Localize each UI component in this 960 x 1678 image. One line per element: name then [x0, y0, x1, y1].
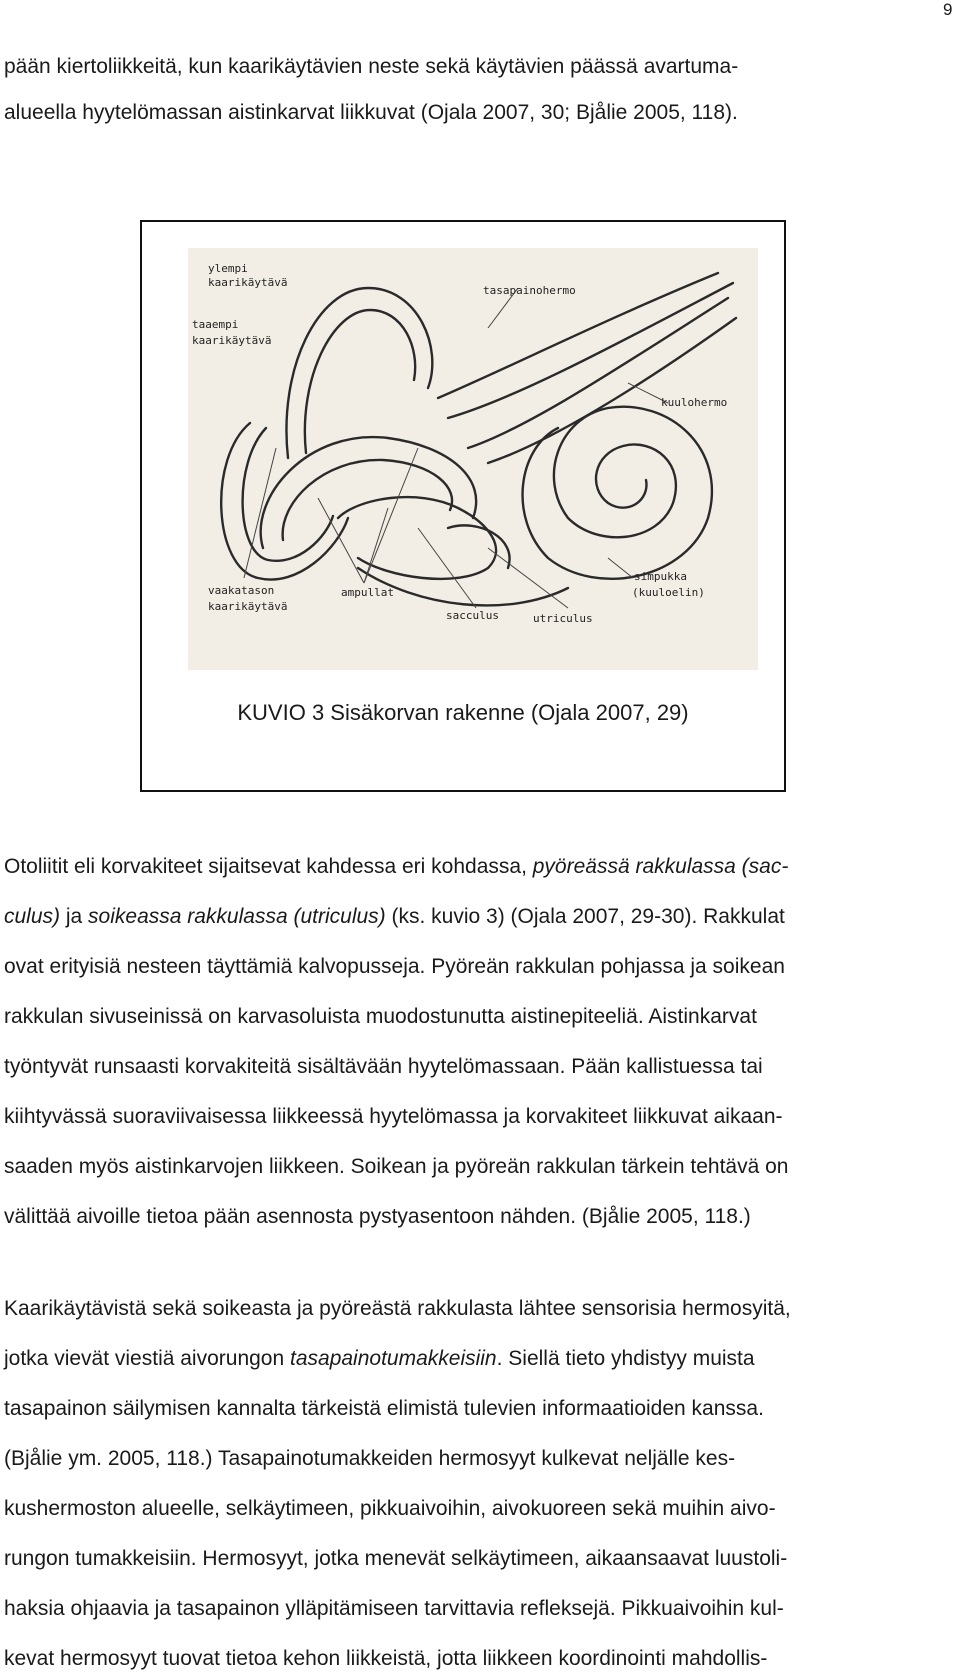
page-number: 9: [943, 0, 953, 19]
text-line: työntyvät runsaasti korvakiteitä sisältävään hyytelömassaan. Pään kallistuessa tai: [4, 1055, 763, 1078]
text-line: ovat erityisiä nesteen täyttämiä kalvopusseja. Pyöreän rakkulan pohjassa ja soikean: [4, 955, 785, 978]
label-posterior-canal-1: taaempi: [192, 318, 239, 331]
inner-ear-diagram: [188, 248, 758, 670]
text-line: tasapainon säilymisen kannalta tärkeistä elimistä tulevien informaatioiden kanssa.: [4, 1397, 764, 1420]
text-span: ja: [60, 905, 89, 928]
text-line: välittää aivoille tietoa pään asennosta pystyasentoon nähden. (Bjålie 2005, 118.): [4, 1205, 751, 1228]
italic-term: soikeassa rakkulassa (utriculus): [88, 905, 386, 928]
text-span: (ks. kuvio 3) (Ojala 2007, 29-30). Rakkulat: [385, 905, 785, 928]
label-lateral-canal-1: vaakatason: [208, 584, 275, 597]
label-superior-canal-1: ylempi: [208, 262, 248, 275]
label-cochlear-nerve: kuulohermo: [661, 396, 728, 409]
text-line: pään kiertoliikkeitä, kun kaarikäytävien neste sekä käytävien päässä avartuma-: [4, 55, 739, 78]
label-lateral-canal-2: kaarikäytävä: [208, 600, 288, 613]
text-span: jotka vievät viestiä aivorungon: [4, 1347, 290, 1370]
label-utricle: utriculus: [533, 612, 593, 625]
text-line: kushermoston alueelle, selkäytimeen, pikkuaivoihin, aivokuoreen sekä muihin aivo-: [4, 1497, 776, 1520]
text-line: haksia ohjaavia ja tasapainon ylläpitämiseen tarvittavia refleksejä. Pikkuaivoihin kul-: [4, 1597, 784, 1620]
figure-caption: KUVIO 3 Sisäkorvan rakenne (Ojala 2007, 29): [237, 700, 689, 725]
label-saccule: sacculus: [446, 609, 499, 622]
label-cochlea-2: (kuuloelin): [632, 586, 705, 599]
italic-term: tasapainotumakkeisiin: [290, 1347, 497, 1370]
text-line: Kaarikäytävistä sekä soikeasta ja pyöreästä rakkulasta lähtee sensorisia hermosyitä,: [4, 1297, 791, 1320]
text-span: . Siellä tieto yhdistyy muista: [496, 1347, 755, 1370]
italic-term: culus): [4, 905, 61, 928]
figure-frame: [140, 220, 786, 792]
text-line: alueella hyytelömassan aistinkarvat liikkuvat (Ojala 2007, 30; Bjålie 2005, 118).: [4, 101, 738, 124]
label-ampullae: ampullat: [341, 586, 394, 599]
label-superior-canal-2: kaarikäytävä: [208, 276, 288, 289]
text-line: [4, 1347, 755, 1371]
text-line: (Bjålie ym. 2005, 118.) Tasapainotumakkeiden hermosyyt kulkevat neljälle kes-: [4, 1447, 736, 1470]
text-line: [4, 905, 785, 929]
italic-term: pyöreässä rakkulassa (sac-: [532, 855, 789, 878]
text-line: kiihtyvässä suoraviivaisessa liikkeessä hyytelömassa ja korvakiteet liikkuvat aikaan-: [4, 1105, 783, 1128]
text-line: saaden myös aistinkarvojen liikkeen. Soikean ja pyöreän rakkulan tärkein tehtävä on: [4, 1155, 789, 1178]
text-line: [4, 855, 788, 879]
label-posterior-canal-2: kaarikäytävä: [192, 334, 272, 347]
text-span: Otoliitit eli korvakiteet sijaitsevat kahdessa eri kohdassa,: [4, 855, 533, 878]
label-cochlea-1: simpukka: [634, 570, 687, 583]
label-vestibular-nerve: tasapainohermo: [483, 284, 576, 297]
text-line: rungon tumakkeisiin. Hermosyyt, jotka menevät selkäytimeen, aikaansaavat luustoli-: [4, 1547, 788, 1570]
text-line: rakkulan sivuseinissä on karvasoluista muodostunutta aistinepiteeliä. Aistinkarvat: [4, 1005, 757, 1028]
text-line: kevat hermosyyt tuovat tietoa kehon liikkeistä, jotta liikkeen koordinointi mahdollis-: [4, 1647, 768, 1670]
